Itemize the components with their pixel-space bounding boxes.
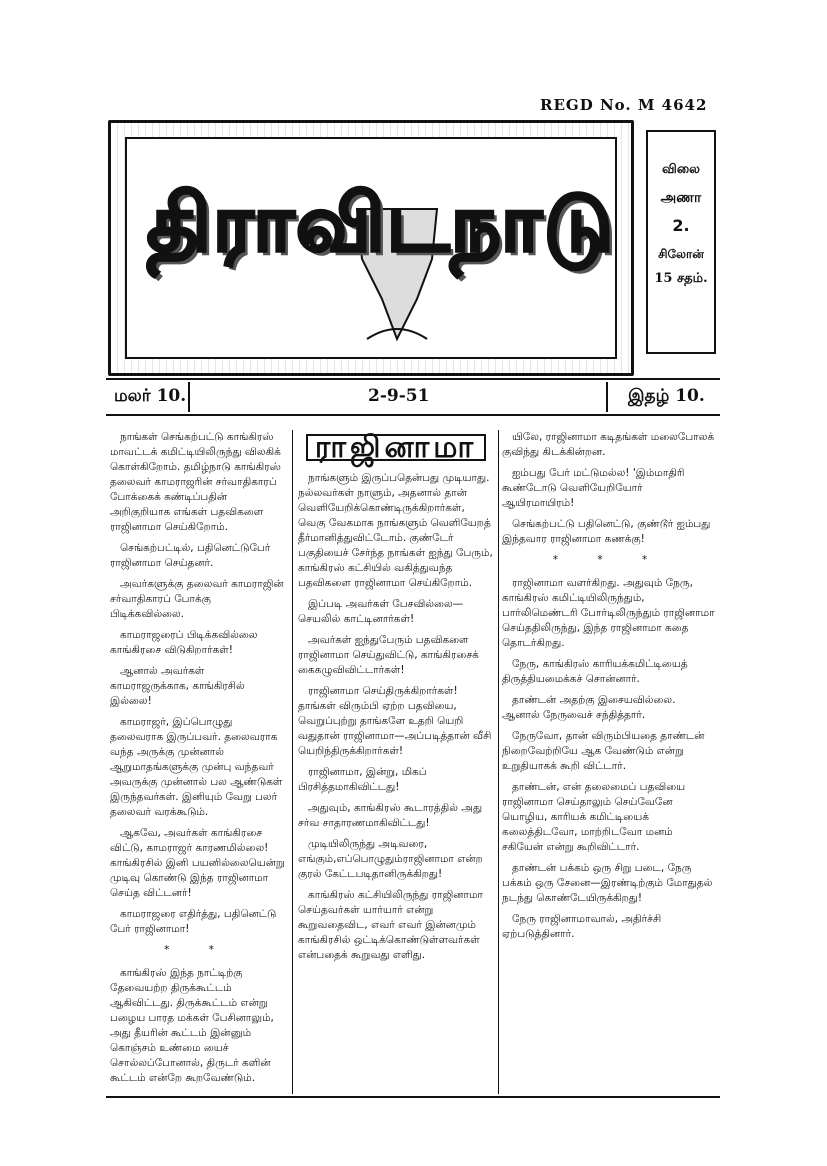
paragraph: ஐம்பது பேர் மட்டுமல்ல! 'இம்மாதிரி கூண்டோடு வெளியேறியோர் ஆயிரமாயிரம்! — [502, 467, 685, 509]
paragraph: நேருவோ, தான் விரும்பியதை தாண்டன் நிறைவேற்றியே ஆக வேண்டும் என்று உறுதியாகக் கூறி விட்டார். — [502, 730, 705, 772]
issue-number: இதழ் 10. — [628, 386, 705, 406]
paragraph: ராஜினாமா வளர்கிறது. அதுவும் நேரு, காங்கிரஸ் கமிட்டியிலிருந்தும், பார்லிமெண்டரி போர்டிலிருந்தும் ராஜினாமா செய்ததிலிருந்து, இந்த ராஜினாமா கதை தொடர்கிறது. — [502, 577, 715, 649]
paragraph: காமராஜர், இப்பொழுது தலைவராக இருப்பவர். தலைவராக வந்த அருக்கு முன்னால் ஆறுமாதங்களுக்கு முன்பு வந்தவர் அவருக்கு முன்னால் பல ஆண்டுகள் இருந்தவர்கள். இனியும் வேறு பலர் தலைவர் வரக்கூடும். — [110, 716, 283, 818]
paragraph: ஆகவே, அவர்கள் காங்கிரசை விட்டு, காமராஜர் காரணமில்லை! காங்கிரசில் இனி பயனில்லையென்று முடிவு கொண்டு இந்த ராஜினாமா செய்த விட்டனர்! — [110, 827, 285, 899]
paragraph: காமராஜரைப் பிடிக்கவில்லை காங்கிரசை விடுகிறார்கள்! — [110, 629, 258, 656]
volume-number: மலர் 10. — [114, 386, 187, 406]
column-divider — [292, 430, 293, 1094]
ceylon-price: 15 சதம். — [654, 271, 708, 286]
paragraph: இப்படி அவர்கள் பேசவில்லை—செயலில் காட்டினார்கள்! — [298, 598, 464, 625]
paragraph: ஆனால் அவர்கள் காமராஜருக்காக, காங்கிரசில் இல்லை! — [110, 665, 245, 707]
paragraph: யிலே, ராஜினாமா கடிதங்கள் மலைபோலக் குவிந்து கிடக்கின்றன. — [502, 431, 715, 458]
paragraph: காங்கிரஸ் இந்த நாட்டிற்கு தேவையற்ற திருக்கூட்டம் ஆகிவிட்டது. திருக்கூட்டம் என்று பழைய பாரத மக்கள் பேசினாலும், அது தீயரின் கூட்டம் இன்னும் கொஞ்சம் உண்மை யைச் சொல்லப்போனால், திருடர் களின் கூட்டம் என்றே கூறவேண்டும். — [110, 967, 274, 1084]
paragraph: அதுவும், காங்கிரஸ் கூடாரத்தில் அது சர்வ சாதாரணமாகிவிட்டது! — [298, 802, 483, 829]
paragraph: ராஜினாமா, இன்று, மிகப் பிரசித்தமாகிவிட்டது! — [298, 766, 427, 793]
paragraph: நேரு, காங்கிரஸ் காரியக்கமிட்டியைத் திருத்தியமைக்கச் சொன்னார். — [502, 658, 688, 685]
dateline-divider — [606, 382, 608, 412]
bottom-rule — [106, 1096, 720, 1098]
paragraph: முடியிலிருந்து அடிவரை, எங்கும்,எப்பொழுதும்ராஜினாமா என்ற குரல் கேட்டபடிதானிருக்கிறது! — [298, 838, 483, 880]
dateline — [106, 378, 720, 416]
paragraph: ராஜினாமா செய்திருக்கிறார்கள்! தாங்கள் விரும்பி ஏற்ற பதவியை, வெறுப்புற்று தாங்களே உதறி யெறி வதுதான் ராஜினாமா—அப்படித்தான் வீசி யெறிந்திருக்கிறார்கள்! — [298, 685, 492, 757]
dateline-divider — [188, 382, 190, 412]
masthead — [108, 120, 634, 376]
paragraph: தாண்டன், என் தலைமைப் பதவியை ராஜினாமா செய்தாலும் செய்வேனே யொழிய, காரியக் கமிட்டியைக் கலைத்திடவோ, மாற்றிடவோ மனம் சகியேன் என்று கூறிவிட்டார். — [502, 781, 686, 853]
paragraph: நேரு ராஜினாமாவால், அதிர்ச்சி ஏற்படுத்தினார். — [502, 913, 662, 940]
column-divider — [498, 430, 499, 1094]
ceylon-label: சிலோன் — [658, 247, 704, 261]
registration-number: REGD No. M 4642 — [540, 96, 708, 114]
section-separator: * * — [164, 944, 232, 956]
paragraph: தாண்டன் அதற்கு இசையவில்லை. ஆனால் நேருவைச் சந்தித்தார். — [502, 694, 676, 721]
article-column-3 — [502, 430, 716, 1094]
paragraph: நாங்கள் செங்கற்பட்டு காங்கிரஸ் மாவட்டக் கமிட்டியிலிருந்து விலகிக் கொள்கிறோம். தமிழ்நாடு காங்கிரஸ் தலைவர் காமராஜரின் சர்வாதிகாரப் போக்கைக் கண்டிப்பதின் அறிகுறியாக எங்கள் பதவிகளை ராஜினாமா செய்கிறோம். — [110, 431, 281, 533]
paragraph: காங்கிரஸ் கட்சியிலிருந்து ராஜினாமா செய்தவர்கள் யார்யார் என்று கூறுவதைவிட, எவர் எவர் இன்னமும் காங்கிரசில் ஒட்டிக்கொண்டுள்ளவர்கள் என்பதைக் கூறுவது எளிது. — [298, 889, 483, 961]
section-separator: * * * — [552, 554, 666, 566]
issue-date: 2-9-51 — [368, 386, 430, 406]
article-headline: ராஜினாமா — [306, 434, 486, 461]
article-column-2 — [298, 430, 494, 1094]
masthead-frame — [125, 137, 617, 359]
price-box — [646, 130, 716, 354]
paragraph: நாங்களும் இருப்பதென்பது முடியாது. நல்லவர்கள் நாளும், அதனால் தான் வெளியேறிக்கொண்டிருக்கிறார்கள், வெகு வேகமாக நாங்களும் வெளியேறத் தீர்மானித்துவிட்டோம். குண்டேர் பகுதியைச் சேர்ந்த நாங்கள் ஐந்து பேரும், காங்கிரஸ் கட்சியில் வகித்துவந்த பதவிகளை ராஜினாமா செய்கிறோம். — [298, 472, 493, 589]
paragraph: அவர்கள் ஐந்துபேரும் பதவிகளை ராஜினாமா செய்துவிட்டு, காங்கிரசைக் கைகழுவிவிட்டார்கள்! — [298, 634, 479, 676]
paragraph: செங்கற்பட்டு பதினெட்டு, குண்டூர் ஐம்பது இந்தவார ராஜினாமா கணக்கு! — [502, 518, 711, 545]
price-value: 2. — [672, 216, 690, 235]
article-column-1 — [110, 430, 286, 1094]
paragraph: காமராஜரை எதிர்த்து, பதினெட்டு பேர் ராஜினாமா! — [110, 908, 277, 935]
paragraph: அவர்களுக்கு தலைவர் காமராஜின் சர்வாதிகாரப் போக்கு பிடிக்கவில்லை. — [110, 578, 284, 620]
paragraph: செங்கற்பட்டில், பதினெட்டுபேர் ராஜினாமா செய்தனர். — [110, 542, 271, 569]
paragraph: தாண்டன் பக்கம் ஒரு சிறு படை, நேரு பக்கம் ஒரு சேனை—இரண்டிற்கும் மோதுதல் நடந்து கொண்டேயிருக்கிறது! — [502, 862, 713, 904]
price-unit: அணா — [660, 190, 702, 206]
price-label: விலை — [662, 162, 700, 177]
masthead-title: திராவிடநாடு — [147, 179, 616, 269]
